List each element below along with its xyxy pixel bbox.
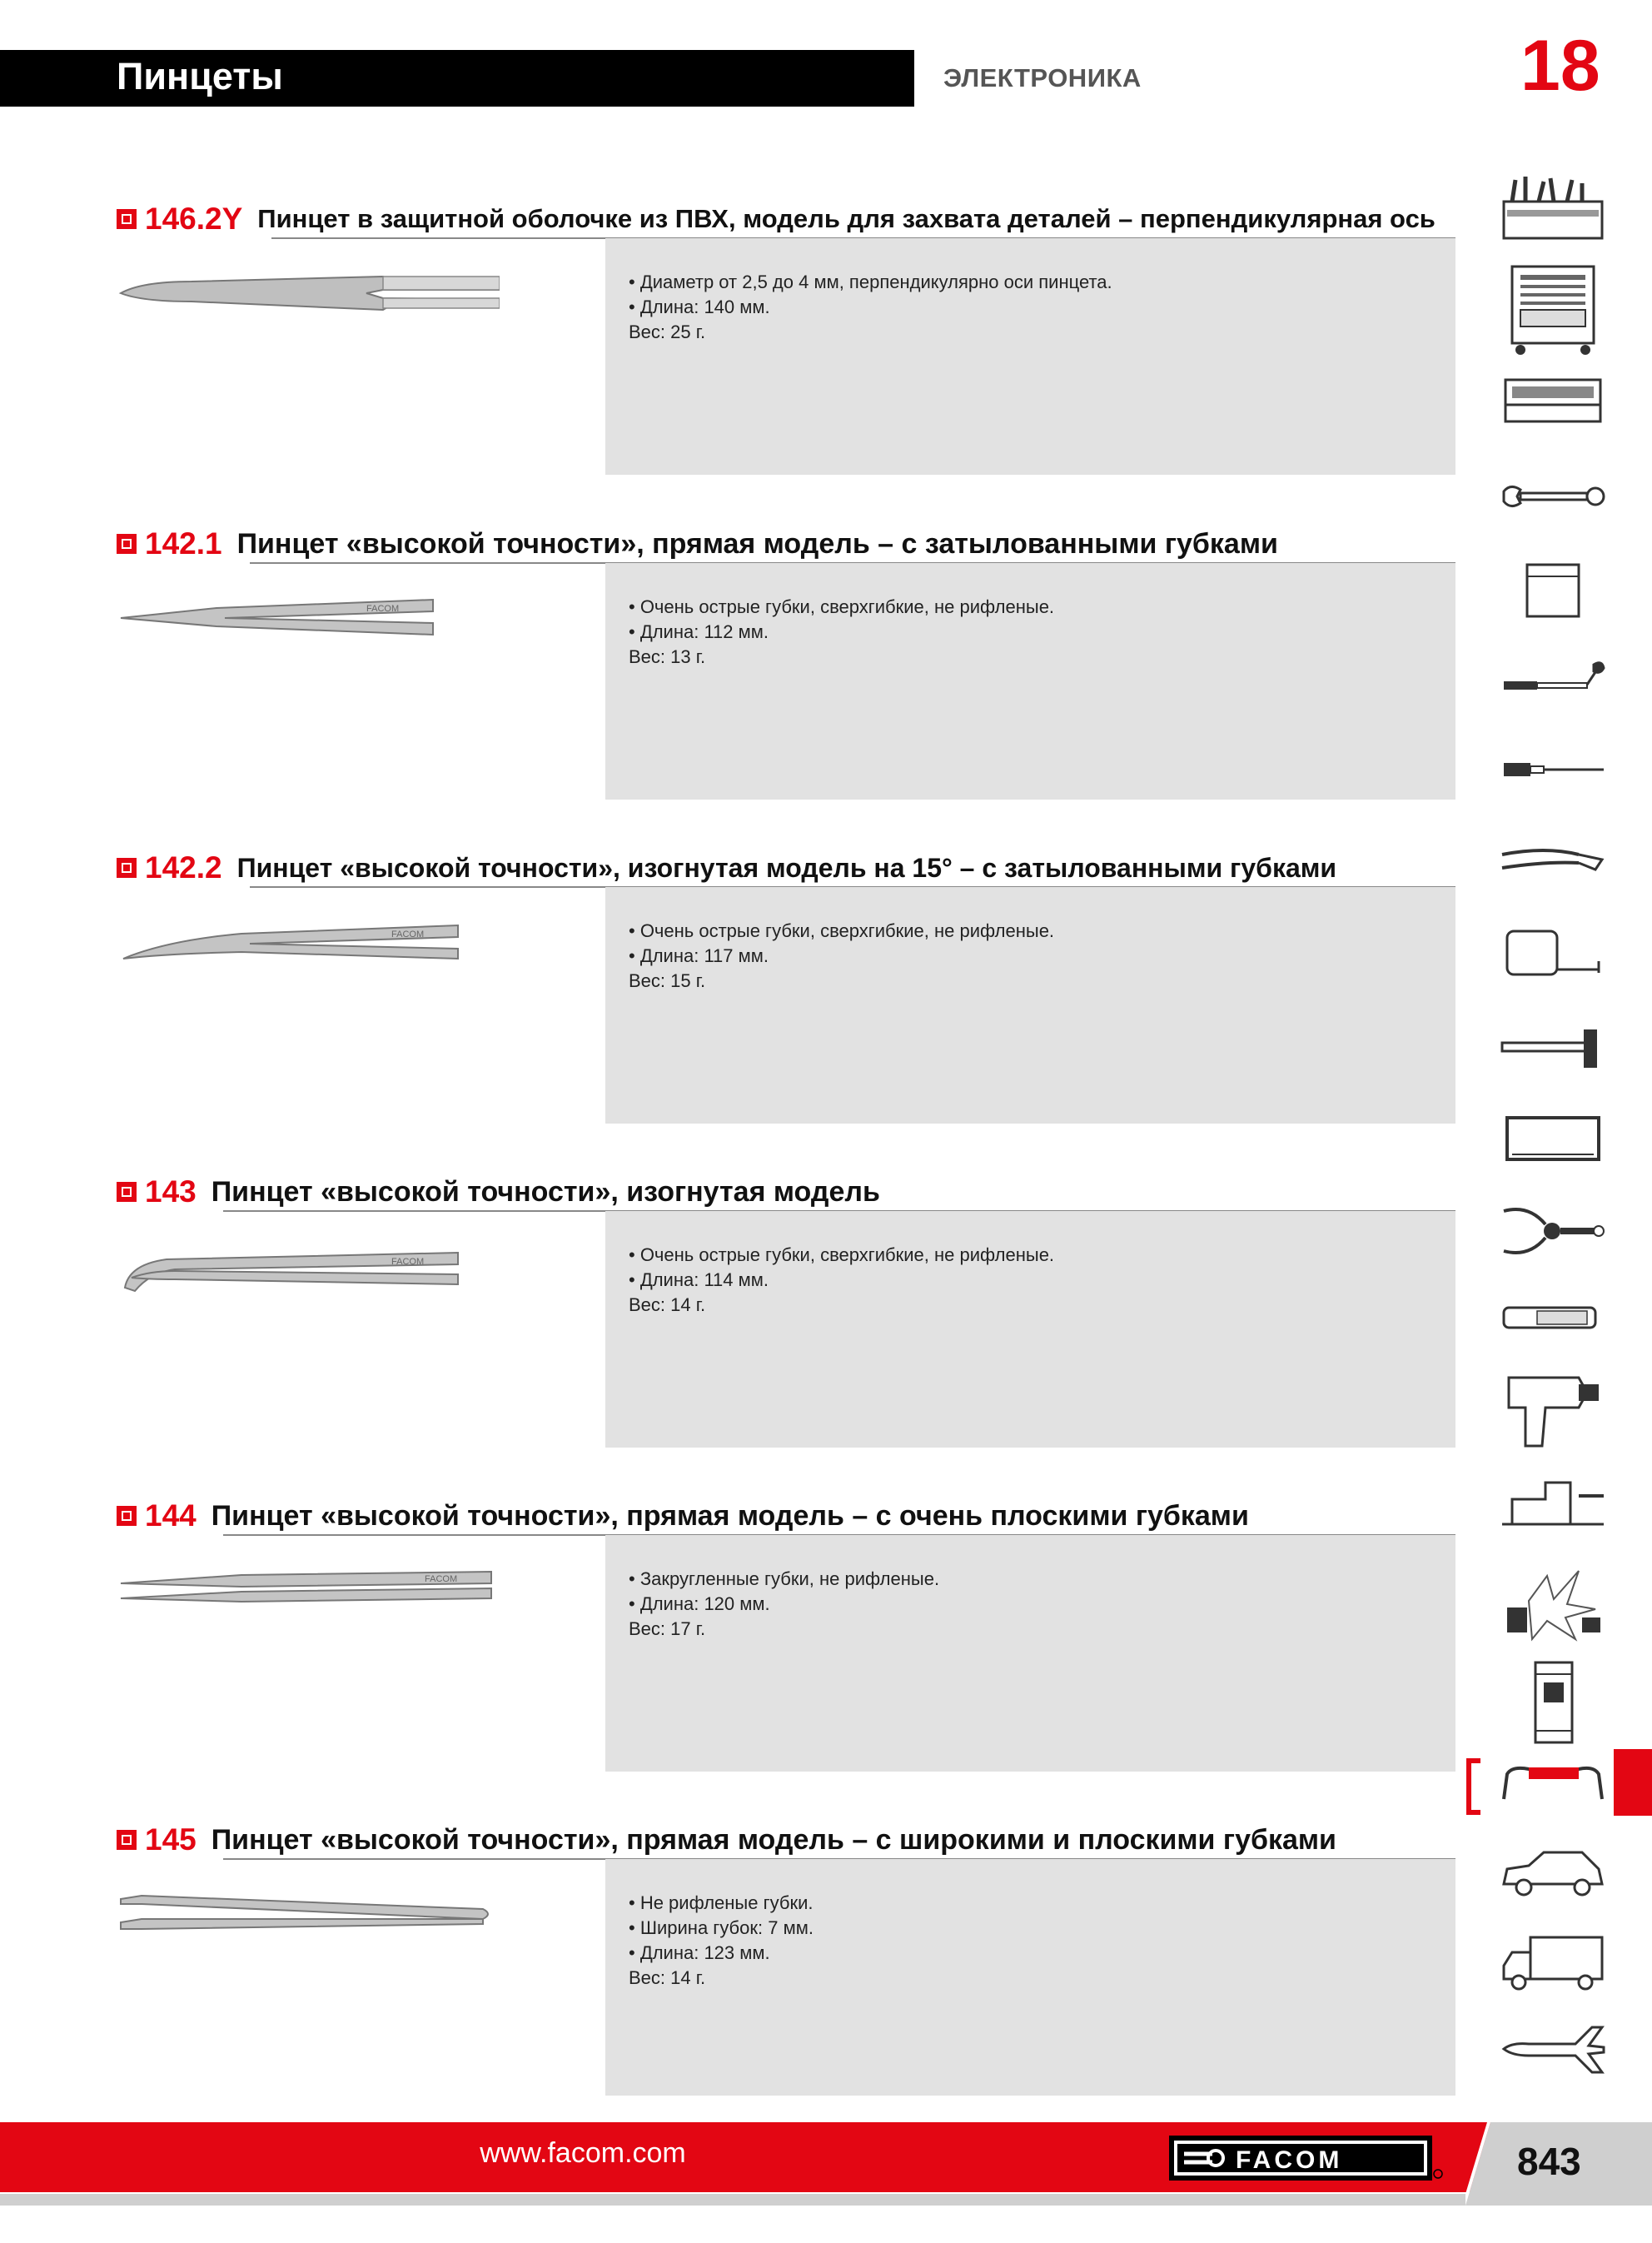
product-code: 144 [145, 1498, 197, 1533]
spec-line: • Длина: 112 мм. [629, 621, 769, 642]
facom-logo [1169, 2136, 1444, 2181]
bullet-square-icon [117, 534, 137, 554]
impact-wrench-icon [1495, 1368, 1610, 1454]
bullet-square-icon [117, 1182, 137, 1202]
puller-icon [1495, 1199, 1610, 1263]
airplane-icon [1495, 2016, 1610, 2082]
tool-case-icon [1495, 371, 1610, 430]
screwdriver-icon [1495, 755, 1610, 785]
tweezer-engraving: FACOM [391, 1257, 425, 1267]
socket-icon [1495, 556, 1610, 623]
product-142-1 [0, 525, 1465, 858]
tweezer-engraving: FACOM [391, 930, 425, 940]
product-heading [117, 1497, 1249, 1535]
spec-list [629, 919, 1054, 994]
section-label: ЭЛЕКТРОНИКА [943, 63, 1142, 92]
product-143 [0, 1173, 1465, 1506]
product-name: Пинцет «высокой точности», изогнутая модель [211, 1175, 880, 1208]
product-142-2 [0, 849, 1465, 1182]
truck-icon [1495, 1932, 1610, 1992]
tweezers-image [117, 250, 500, 325]
spec-line: Вес: 14 г. [629, 1294, 706, 1315]
wrench-icon [1495, 481, 1610, 511]
footer-diagonal-divider [1465, 2122, 1515, 2206]
spec-line: • Длина: 114 мм. [629, 1269, 769, 1290]
spec-list [629, 1567, 939, 1642]
tweezer-engraving: FACOM [366, 604, 400, 614]
product-heading [117, 200, 1436, 238]
spec-line: • Очень острые губки, сверхгибкие, не рифленые. [629, 596, 1055, 617]
product-145 [0, 1821, 1465, 2154]
product-code: 143 [145, 1174, 197, 1209]
spec-line: Вес: 15 г. [629, 970, 706, 991]
bullet-square-icon [117, 858, 137, 878]
spec-line: • Не рифленые губки. [629, 1892, 814, 1913]
active-section-bracket-icon [1465, 1757, 1482, 1816]
spec-list [629, 1243, 1054, 1318]
chapter-number: 18 [1520, 26, 1600, 106]
product-144 [0, 1497, 1465, 1830]
product-code: 146.2Y [145, 202, 243, 236]
bullet-square-icon [117, 1506, 137, 1526]
product-code: 142.1 [145, 526, 222, 561]
product-146-2y [0, 200, 1465, 533]
page-title: Пинцеты [117, 55, 283, 97]
car-icon [1495, 1846, 1610, 1899]
tweezers-image [117, 899, 500, 974]
tape-measure-icon [1495, 925, 1610, 979]
spec-line: Вес: 17 г. [629, 1618, 706, 1639]
vise-icon [1495, 1474, 1610, 1533]
spec-line: • Диаметр от 2,5 до 4 мм, перпендикулярно оси пинцета. [629, 272, 1112, 292]
product-name: Пинцет «высокой точности», изогнутая модель на 15° – с затылованными губками [236, 852, 1337, 883]
hammer-icon [1495, 1023, 1610, 1074]
product-code: 145 [145, 1822, 197, 1857]
safety-icon [1495, 1559, 1610, 1642]
page-number: 843 [1517, 2140, 1581, 2183]
pliers-icon [1495, 841, 1610, 880]
hacksaw-icon [1495, 1109, 1610, 1168]
tweezers-image [117, 575, 500, 650]
logo-text: FACOM [1236, 2146, 1343, 2174]
tweezer-engraving: FACOM [425, 1574, 458, 1584]
spec-line: Вес: 25 г. [629, 321, 706, 342]
spec-line: • Длина: 120 мм. [629, 1593, 770, 1614]
spec-line: • Длина: 140 мм. [629, 297, 770, 317]
electronics-tweezers-icon[interactable] [1495, 1757, 1610, 1807]
bullet-square-icon [117, 209, 137, 229]
active-section-tab [1614, 1749, 1652, 1816]
tweezers-image [117, 1547, 500, 1622]
spec-line: • Длина: 123 мм. [629, 1942, 770, 1963]
product-name: Пинцет «высокой точности», прямая модель – с очень плоскими губками [211, 1499, 1249, 1532]
spec-line: • Закругленные губки, не рифленые. [629, 1568, 940, 1589]
product-heading [117, 1821, 1336, 1859]
bullet-square-icon [117, 1830, 137, 1850]
spec-line: • Длина: 117 мм. [629, 945, 769, 966]
product-heading [117, 525, 1278, 563]
spec-list [629, 595, 1054, 670]
spec-list [629, 1891, 814, 1991]
circuit-breaker-icon [1495, 1657, 1610, 1747]
spec-line: • Очень острые губки, сверхгибкие, не рифленые. [629, 920, 1055, 941]
product-name: Пинцет в защитной оболочке из ПВХ, модель для захвата деталей – перпендикулярная ось [257, 204, 1436, 233]
product-heading [117, 849, 1336, 887]
product-name: Пинцет «высокой точности», прямая модель – с широкими и плоскими губками [211, 1823, 1336, 1856]
tester-icon [1495, 1299, 1610, 1336]
tool-box-icon [1495, 173, 1610, 242]
spec-list [629, 270, 1112, 345]
product-heading [117, 1173, 880, 1211]
spec-line: Вес: 13 г. [629, 646, 706, 667]
footer-underline [0, 2194, 1652, 2206]
ratchet-icon [1495, 653, 1610, 703]
website-link[interactable]: www.facom.com [480, 2137, 686, 2169]
product-name: Пинцет «высокой точности», прямая модель – с затылованными губками [236, 527, 1278, 560]
product-code: 142.2 [145, 850, 222, 885]
tool-cabinet-icon [1495, 263, 1610, 356]
tweezers-image [117, 1871, 500, 1946]
spec-line: Вес: 14 г. [629, 1967, 706, 1988]
tweezers-image [117, 1223, 500, 1298]
spec-line: • Очень острые губки, сверхгибкие, не рифленые. [629, 1244, 1055, 1265]
spec-line: • Ширина губок: 7 мм. [629, 1917, 814, 1938]
